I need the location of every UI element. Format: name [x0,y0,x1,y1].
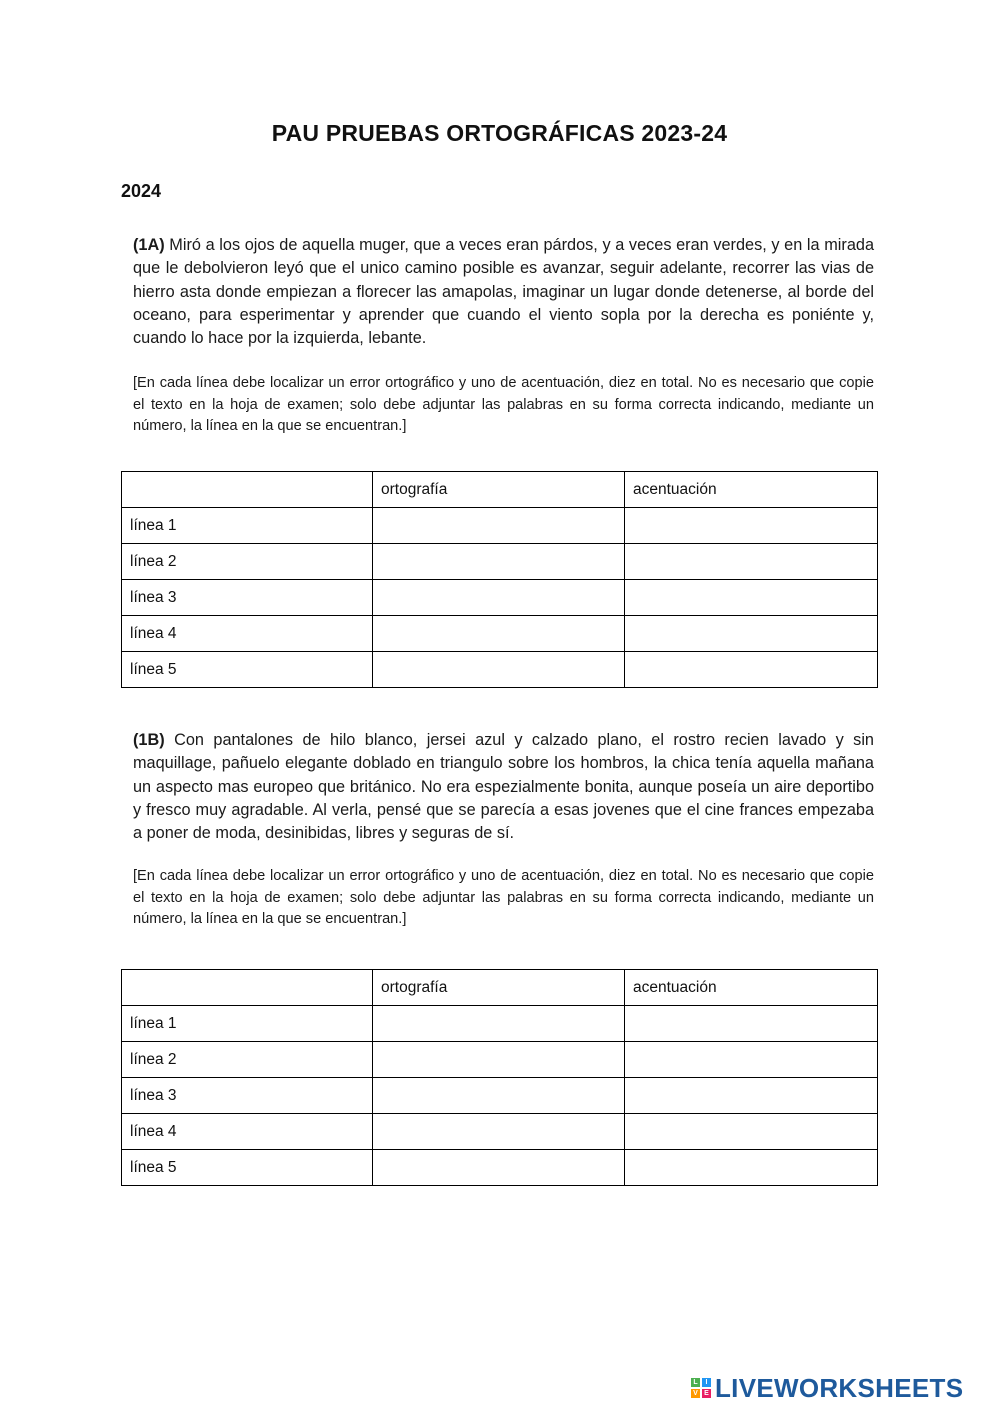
answer-cell-ortografia[interactable] [373,1150,625,1186]
row-label: línea 4 [122,616,373,652]
exercise-1a-instructions: [En cada línea debe localizar un error ortográfico y uno de acentuación, diez en total. No es necesario que copie el texto en la hoja de examen; solo debe adjuntar las palabras en su forma correcta indicando, mediante un número, la línea en la que se encuentran.] [133,375,874,434]
logo-square-l: L [691,1378,700,1387]
row-label: línea 3 [122,580,373,616]
row-label: línea 3 [122,1078,373,1114]
row-label: línea 5 [122,1150,373,1186]
exercise-1b-answer-table [121,969,878,1186]
answer-cell-acentuacion[interactable] [625,1006,878,1042]
exercise-1a-body: Miró a los ojos de aquella muger, que a veces eran párdos, y a veces eran verdes, y en la mirada que le debolvieron leyó que el unico camino posible es avanzar, seguir adelante, recorrer las vias de hierro asta donde empiezan a florecer las amapolas, imaginar un lugar donde detenerse, al borde del oceano, para esperimentar y aprender que cuando el viento sopla por la derecha es poniénte y, cuando lo hace por la izquierda, lebante. [133,236,874,348]
page-title: PAU PRUEBAS ORTOGRÁFICAS 2023-24 [271,120,728,146]
table-row [122,508,878,544]
table-header-row [122,970,878,1006]
table-row [122,1114,878,1150]
table-row [122,544,878,580]
logo-square-v: V [691,1389,700,1398]
header-cell-ortografia: ortografía [373,970,625,1006]
exercise-1a-label: (1A) [133,236,165,254]
answer-cell-acentuacion[interactable] [625,580,878,616]
row-label: línea 4 [122,1114,373,1150]
exercise-1a-text [133,234,874,350]
answer-cell-ortografia[interactable] [373,1114,625,1150]
answer-cell-acentuacion[interactable] [625,544,878,580]
table-row [122,1150,878,1186]
answer-cell-acentuacion[interactable] [625,508,878,544]
exercise-1b-instructions: [En cada línea debe localizar un error ortográfico y uno de acentuación, diez en total. No es necesario que copie el texto en la hoja de examen; solo debe adjuntar las palabras en su forma correcta indicando, mediante un número, la línea en la que se encuentran.] [133,868,874,927]
answer-cell-acentuacion[interactable] [625,1150,878,1186]
table-row [122,616,878,652]
table-row [122,1078,878,1114]
row-label: línea 1 [122,508,373,544]
header-cell-ortografia: ortografía [373,472,625,508]
logo-text: LIVEWORKSHEETS [715,1372,964,1403]
answer-cell-ortografia[interactable] [373,580,625,616]
table-row [122,1006,878,1042]
header-cell-acentuacion: acentuación [625,472,878,508]
header-cell-acentuacion: acentuación [625,970,878,1006]
row-label: línea 5 [122,652,373,688]
exercise-1a-answer-table [121,471,878,688]
table-row [122,580,878,616]
row-label: línea 2 [122,1042,373,1078]
answer-cell-ortografia[interactable] [373,1078,625,1114]
answer-cell-acentuacion[interactable] [625,616,878,652]
table-header-row [122,472,878,508]
logo-square-e: E [702,1389,711,1398]
logo-square-i: I [702,1378,711,1387]
header-cell-empty [122,472,373,508]
answer-cell-acentuacion[interactable] [625,1078,878,1114]
table-row [122,1042,878,1078]
row-label: línea 1 [122,1006,373,1042]
answer-cell-ortografia[interactable] [373,1042,625,1078]
year-heading: 2024 [121,181,162,201]
row-label: línea 2 [122,544,373,580]
answer-cell-ortografia[interactable] [373,652,625,688]
table-row [122,652,878,688]
answer-cell-acentuacion[interactable] [625,1114,878,1150]
answer-cell-ortografia[interactable] [373,544,625,580]
exercise-1b-text [133,729,874,845]
answer-cell-acentuacion[interactable] [625,652,878,688]
answer-cell-ortografia[interactable] [373,1006,625,1042]
header-cell-empty [122,970,373,1006]
logo-mark-icon [691,1378,711,1398]
exercise-1b-label: (1B) [133,731,165,749]
answer-cell-ortografia[interactable] [373,508,625,544]
liveworksheets-logo [691,1373,963,1403]
exercise-1b-body: Con pantalones de hilo blanco, jersei azul y calzado plano, el rostro recien lavado y sin maquillage, pañuelo elegante doblado en triangulo sobre los hombros, la chica tenía aquella mañana un aspecto mas europeo que británico. No era espezialmente bonita, aunque poseía un aire deportibo y fresco muy agradable. Al verla, pensé que se parecía a esas jovenes que el cine frances empezaba a poner de moda, desinibidas, libres y seguras de sí. [133,731,874,843]
answer-cell-acentuacion[interactable] [625,1042,878,1078]
answer-cell-ortografia[interactable] [373,616,625,652]
